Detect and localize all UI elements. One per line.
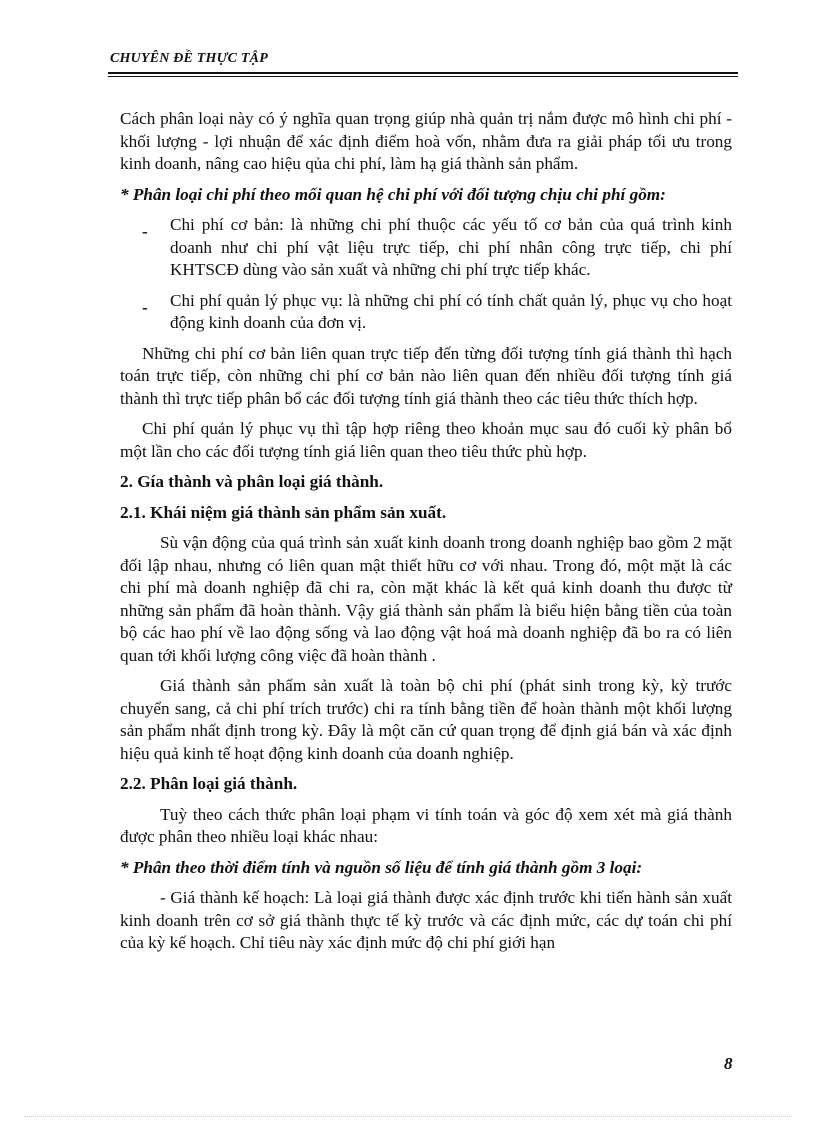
bullet-dash: - bbox=[142, 222, 148, 241]
heading-section-2-2: 2.2. Phân loại giá thành. bbox=[120, 774, 298, 793]
header-rule-thin bbox=[108, 76, 738, 77]
header-rule-thick bbox=[108, 72, 738, 74]
header-title: CHUYÊN ĐỀ THỰC TẬP bbox=[110, 51, 268, 66]
bullet-text: Chi phí cơ bản: là những chi phí thuộc các yếu tố cơ bản của quá trình kinh doanh như chi phí vật liệu trực tiếp, chi phí nhân công trực tiếp, chi phí KHTSCĐ dùng vào sản xuất và những chi phí trực tiếp khác. bbox=[170, 215, 732, 279]
paragraph-product-cost-definition: Giá thành sản phẩm sản xuất là toàn bộ chi phí (phát sinh trong kỳ, kỳ trước chuyển sang, cả chi phí trích trước) chi ra tính bằng tiền để hoàn thành một khối lượng sản phẩm nhất định trong kỳ. Đây là một căn cứ quan trọng để định giá bán và xác định hiệu quả kinh tế hoạt động kinh doanh của doanh nghiệp. bbox=[120, 676, 732, 763]
bullet-item-basic-cost bbox=[120, 214, 732, 282]
page-number: 8 bbox=[724, 1054, 733, 1073]
footer-divider bbox=[24, 1116, 792, 1117]
bullet-dash: - bbox=[142, 297, 148, 317]
bullet-text: Chi phí quản lý phục vụ: là những chi phí có tính chất quản lý, phục vụ cho hoạt động kinh doanh của đơn vị. bbox=[170, 290, 732, 332]
paragraph-planned-cost: - Giá thành kế hoạch: Là loại giá thành được xác định trước khi tiến hành sản xuất kinh doanh trên cơ sở giá thành thực tế kỳ trước và các định mức, các dự toán chi phí của kỳ kế hoạch. Chỉ tiêu này xác định mức độ chi phí giới hạn bbox=[120, 888, 732, 952]
paragraph-direct-accounting: Những chi phí cơ bản liên quan trực tiếp đến từng đối tượng tính giá thành thì hạch toán trực tiếp, còn những chi phí cơ bản nào liên quan đến nhiều đối tượng tính giá thành thì trực tiếp phân bổ các đối tượng tính giá thành theo các tiêu thức thích hợp. bbox=[120, 343, 732, 408]
page-body bbox=[120, 108, 732, 955]
section-heading-timing-classification: * Phân theo thời điểm tính và nguồn số liệu để tính giá thành gồm 3 loại: bbox=[120, 857, 643, 877]
paragraph-cost-classification-meaning: Cách phân loại này có ý nghĩa quan trọng giúp nhà quản trị nắm được mô hình chi phí - khối lượng - lợi nhuận để xác định điểm hoà vốn, nhằm đưa ra giải pháp tối ưu trong kinh doanh, nâng cao hiệu qủa chi phí, làm hạ giá thành sản phẩm. bbox=[120, 109, 732, 173]
heading-section-2: 2. Gía thành và phân loại giá thành. bbox=[120, 472, 384, 491]
paragraph-production-process: Sù vận động của quá trình sản xuất kinh doanh trong doanh nghiệp bao gồm 2 mặt đối lập nhau, nhưng có liên quan mật thiết hữu cơ với nhau. Trong đó, một mặt là các chi phí mà doanh nghiệp đã chi ra, còn mặt khác là kết quả kinh doanh thu được từ những sản phẩm đã hoàn thành. Vậy giá thành sản phẩm là biểu hiện bằng tiền của toàn bộ các hao phí về lao động sống và lao động vật hoá mà doanh nghiệp đã bo ra có liên quan tới khối lượng công việc đã hoàn thành . bbox=[120, 533, 732, 665]
page-header bbox=[108, 48, 738, 74]
heading-section-2-1: 2.1. Khái niệm giá thành sản phẩm sản xuất. bbox=[120, 502, 447, 522]
bullet-item-management-cost bbox=[120, 290, 732, 335]
paragraph-management-allocation: Chi phí quản lý phục vụ thì tập hợp riêng theo khoản mục sau đó cuối kỳ phân bổ một lần cho các đối tượng tính giá liên quan theo tiêu thức phù hợp. bbox=[120, 419, 732, 461]
paragraph-cost-types-intro: Tuỳ theo cách thức phân loại phạm vi tính toán và góc độ xem xét mà giá thành được phân theo nhiều loại khác nhau: bbox=[120, 804, 732, 846]
section-heading-cost-object-relation: * Phân loại chi phí theo mối quan hệ chi phí với đối tượng chịu chi phí gồm: bbox=[120, 184, 666, 204]
